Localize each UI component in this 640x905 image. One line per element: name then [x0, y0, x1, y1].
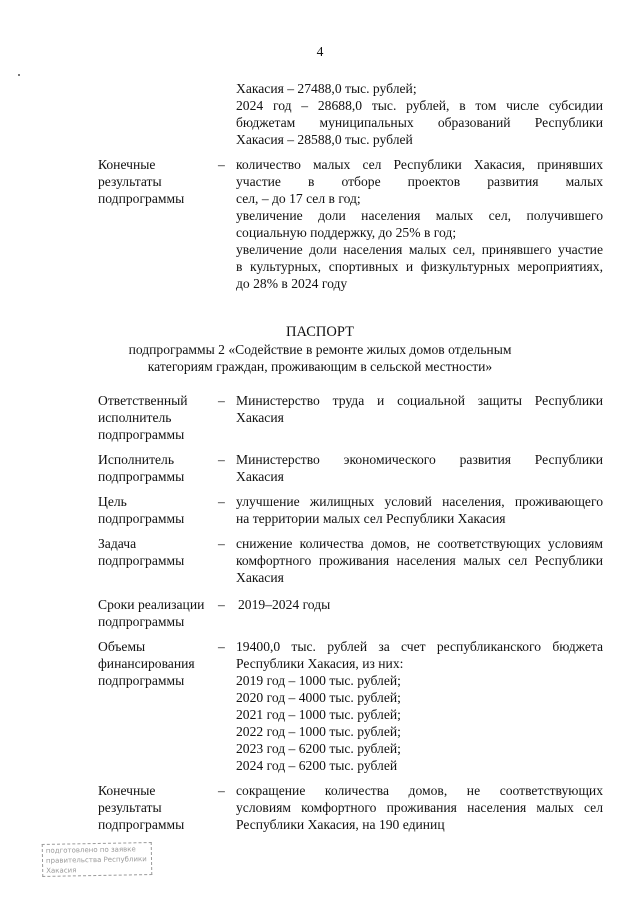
passport-subtitle-line: подпрограммы 2 «Содействие в ремонте жилых домов отдельным	[128, 342, 512, 357]
continuation-line: Хакасия – 28588,0 тыс. рублей	[236, 132, 413, 147]
label-line: подпрограммы	[98, 553, 185, 568]
row-line: на территории малых сел Республики Хакасия	[236, 511, 506, 526]
row-label	[98, 638, 216, 689]
row-line: условиям комфортного проживания населения малых сел	[236, 800, 603, 815]
label-line: Ответственный	[98, 393, 188, 408]
row-line: количество малых сел Республики Хакасия, принявших	[236, 157, 603, 172]
label-line: Задача	[98, 536, 137, 551]
row-line: улучшение жилищных условий населения, проживающего	[236, 494, 603, 509]
row-line: сел, – до 17 сел в год;	[236, 191, 361, 206]
label-line: подпрограммы	[98, 469, 185, 484]
row-label	[98, 493, 216, 527]
row-line: 2024 год – 6200 тыс. рублей	[236, 758, 398, 773]
row-line: 2021 год – 1000 тыс. рублей;	[236, 707, 401, 722]
row-dash: –	[218, 157, 225, 172]
row-label	[98, 535, 216, 569]
row-line: Хакасия	[236, 469, 284, 484]
row-line: 2020 год – 4000 тыс. рублей;	[236, 690, 401, 705]
row-dash: –	[218, 536, 225, 551]
label-line: финансирования	[98, 656, 195, 671]
row-line: 19400,0 тыс. рублей за счет республиканского бюджета	[236, 639, 603, 654]
row-label	[98, 392, 216, 443]
passport-subtitle-line: категориям граждан, проживающим в сельской местности»	[147, 359, 493, 374]
label-line: результаты	[98, 800, 162, 815]
label-line: Сроки реализации	[98, 597, 205, 612]
page-number: 4	[316, 44, 324, 59]
row-line: участие в отборе проектов развития малых	[236, 174, 603, 189]
label-line: Цель	[98, 494, 127, 509]
row-line: увеличение доли населения малых сел, принявшего участие	[236, 242, 603, 257]
row-line: Республики Хакасия, из них:	[236, 656, 404, 671]
row-label	[98, 782, 216, 833]
stamp-line: Хакасия	[46, 866, 77, 875]
label-line: Объемы	[98, 639, 146, 654]
row-line: 2022 год – 1000 тыс. рублей;	[236, 724, 401, 739]
label-line: подпрограммы	[98, 511, 185, 526]
row-line: в культурных, спортивных и физкультурных мероприятиях,	[236, 259, 603, 274]
continuation-line: 2024 год – 28688,0 тыс. рублей, в том числе субсидии	[236, 98, 603, 113]
row-line: до 28% в 2024 году	[236, 276, 348, 291]
label-line: подпрограммы	[98, 673, 185, 688]
row-label	[98, 451, 216, 485]
continuation-line: Хакасия – 27488,0 тыс. рублей;	[236, 81, 417, 96]
row-line: увеличение доли населения малых сел, получившего	[236, 208, 603, 223]
registration-stamp	[42, 842, 153, 877]
label-line: исполнитель	[98, 410, 172, 425]
row-line: Хакасия	[236, 570, 284, 585]
passport-title: ПАСПОРТ	[286, 324, 354, 340]
row-line: 2019 год – 1000 тыс. рублей;	[236, 673, 401, 688]
row-line: снижение количества домов, не соответствующих условиям	[236, 536, 603, 551]
row-line: Хакасия	[236, 410, 284, 425]
row-line: социальную поддержку, до 25% в год;	[236, 225, 457, 240]
row-label	[98, 596, 216, 630]
label-line: Конечные	[98, 783, 156, 798]
row-line: 2019–2024 годы	[238, 597, 331, 612]
label-line: подпрограммы	[98, 427, 185, 442]
row-line: Министерство экономического развития Республики	[236, 452, 603, 467]
row-dash: –	[218, 783, 225, 798]
row-dash: –	[218, 597, 225, 612]
row-line: сокращение количества домов, не соответствующих	[236, 783, 603, 798]
margin-mark	[18, 74, 20, 76]
stamp-line: подготовлено по заявке	[45, 845, 136, 855]
row-dash: –	[218, 452, 225, 467]
label-line: подпрограммы	[98, 191, 185, 206]
label-line: Исполнитель	[98, 452, 175, 467]
continuation-line: бюджетам муниципальных образований Республики	[236, 115, 603, 130]
row-dash: –	[218, 494, 225, 509]
row-line: 2023 год – 6200 тыс. рублей;	[236, 741, 401, 756]
row-label	[98, 156, 216, 207]
label-line: подпрограммы	[98, 817, 185, 832]
row-line: Министерство труда и социальной защиты Республики	[236, 393, 603, 408]
label-line: результаты	[98, 174, 162, 189]
row-line: комфортного проживания населения малых сел Республики	[236, 553, 603, 568]
row-dash: –	[218, 393, 225, 408]
row-dash: –	[218, 639, 225, 654]
stamp-line: правительства Республики	[45, 855, 147, 865]
label-line: Конечные	[98, 157, 156, 172]
label-line: подпрограммы	[98, 614, 185, 629]
row-line: Республики Хакасия, на 190 единиц	[236, 817, 445, 832]
